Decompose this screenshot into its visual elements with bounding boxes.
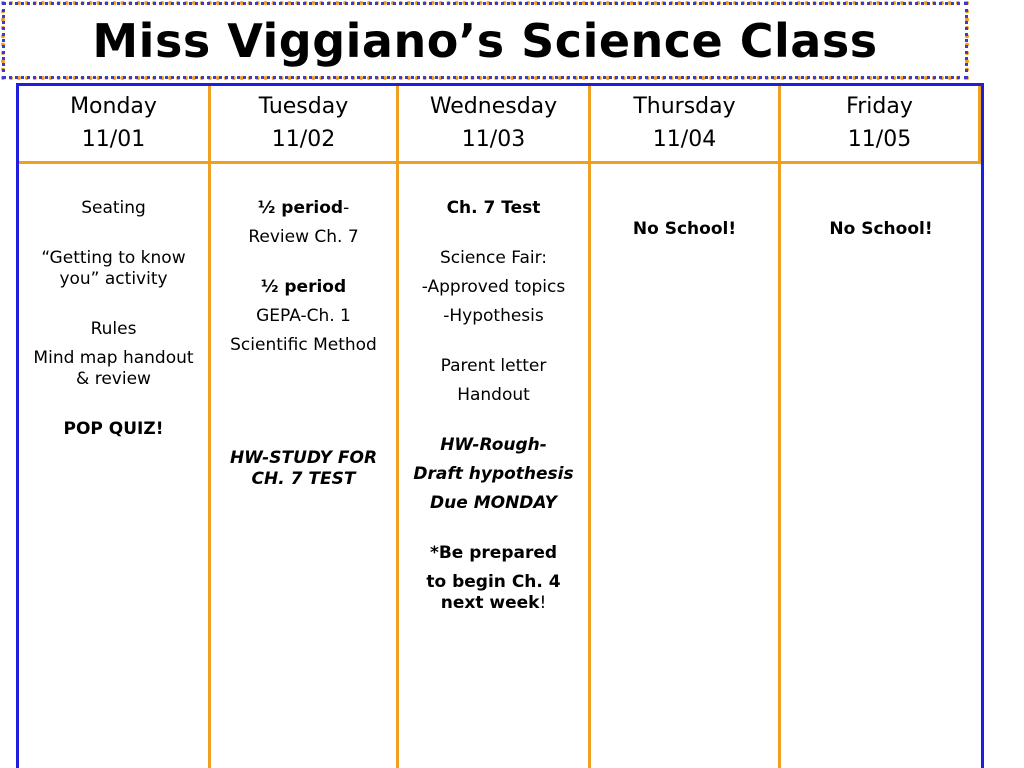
- monday-cell: [19, 164, 211, 768]
- wednesday-cell: [399, 164, 591, 768]
- tuesday-half-period-1: ½ period: [257, 198, 344, 218]
- day-name-thursday: Thursday: [633, 94, 736, 119]
- monday-pop-quiz: POP QUIZ!: [63, 419, 164, 439]
- day-name-monday: Monday: [70, 94, 157, 119]
- tuesday-half-period-line: [217, 198, 390, 219]
- weekly-schedule-table: [16, 83, 984, 768]
- day-name-tuesday: Tuesday: [258, 94, 349, 119]
- header-friday: [781, 86, 981, 164]
- day-date-thursday: 11/04: [652, 127, 717, 152]
- monday-getting-to-know: “Getting to know you” activity: [41, 248, 186, 289]
- thursday-note: No School!: [632, 219, 737, 239]
- wednesday-be-prepared: *Be prepared: [429, 543, 558, 563]
- day-date-wednesday: 11/03: [461, 127, 526, 152]
- header-wednesday: [399, 86, 591, 164]
- monday-mind-map: Mind map handout & review: [33, 348, 194, 389]
- tuesday-dash: -: [343, 198, 350, 218]
- tuesday-gepa: GEPA-Ch. 1: [256, 306, 351, 326]
- day-name-friday: Friday: [846, 94, 913, 119]
- tuesday-half-period-2: ½ period: [260, 277, 347, 297]
- friday-cell: [781, 164, 981, 768]
- friday-note: No School!: [829, 219, 933, 239]
- day-date-friday: 11/05: [847, 127, 912, 152]
- monday-rules: Rules: [90, 319, 137, 339]
- wednesday-begin-ch4: to begin Ch. 4 next week: [426, 572, 561, 613]
- wednesday-approved-topics: -Approved topics: [421, 277, 566, 297]
- header-monday: [19, 86, 211, 164]
- wednesday-hypothesis: -Hypothesis: [443, 306, 544, 326]
- tuesday-review: Review Ch. 7: [248, 227, 359, 247]
- day-date-tuesday: 11/02: [271, 127, 336, 152]
- wednesday-draft-hypothesis: Draft hypothesis: [413, 464, 574, 484]
- wednesday-science-fair: Science Fair:: [439, 248, 548, 268]
- wednesday-begin-ch4-line: [405, 572, 582, 614]
- wednesday-exclaim: !: [539, 593, 547, 613]
- day-name-wednesday: Wednesday: [429, 94, 558, 119]
- header-thursday: [591, 86, 781, 164]
- tuesday-cell: [211, 164, 399, 768]
- tuesday-scientific-method: Scientific Method: [230, 335, 377, 355]
- wednesday-hw-rough: HW-Rough-: [440, 435, 547, 455]
- day-date-monday: 11/01: [81, 127, 146, 152]
- wednesday-parent-letter: Parent letter: [440, 356, 547, 376]
- title-banner: [1, 1, 969, 80]
- header-tuesday: [211, 86, 399, 164]
- wednesday-test: Ch. 7 Test: [446, 198, 541, 218]
- wednesday-handout: Handout: [457, 385, 530, 405]
- page-title: Miss Viggiano’s Science Class: [92, 13, 878, 68]
- thursday-cell: [591, 164, 781, 768]
- tuesday-homework: HW-STUDY FOR CH. 7 TEST: [229, 448, 378, 489]
- monday-seating: Seating: [81, 198, 146, 218]
- wednesday-due-monday: Due MONDAY: [430, 493, 557, 513]
